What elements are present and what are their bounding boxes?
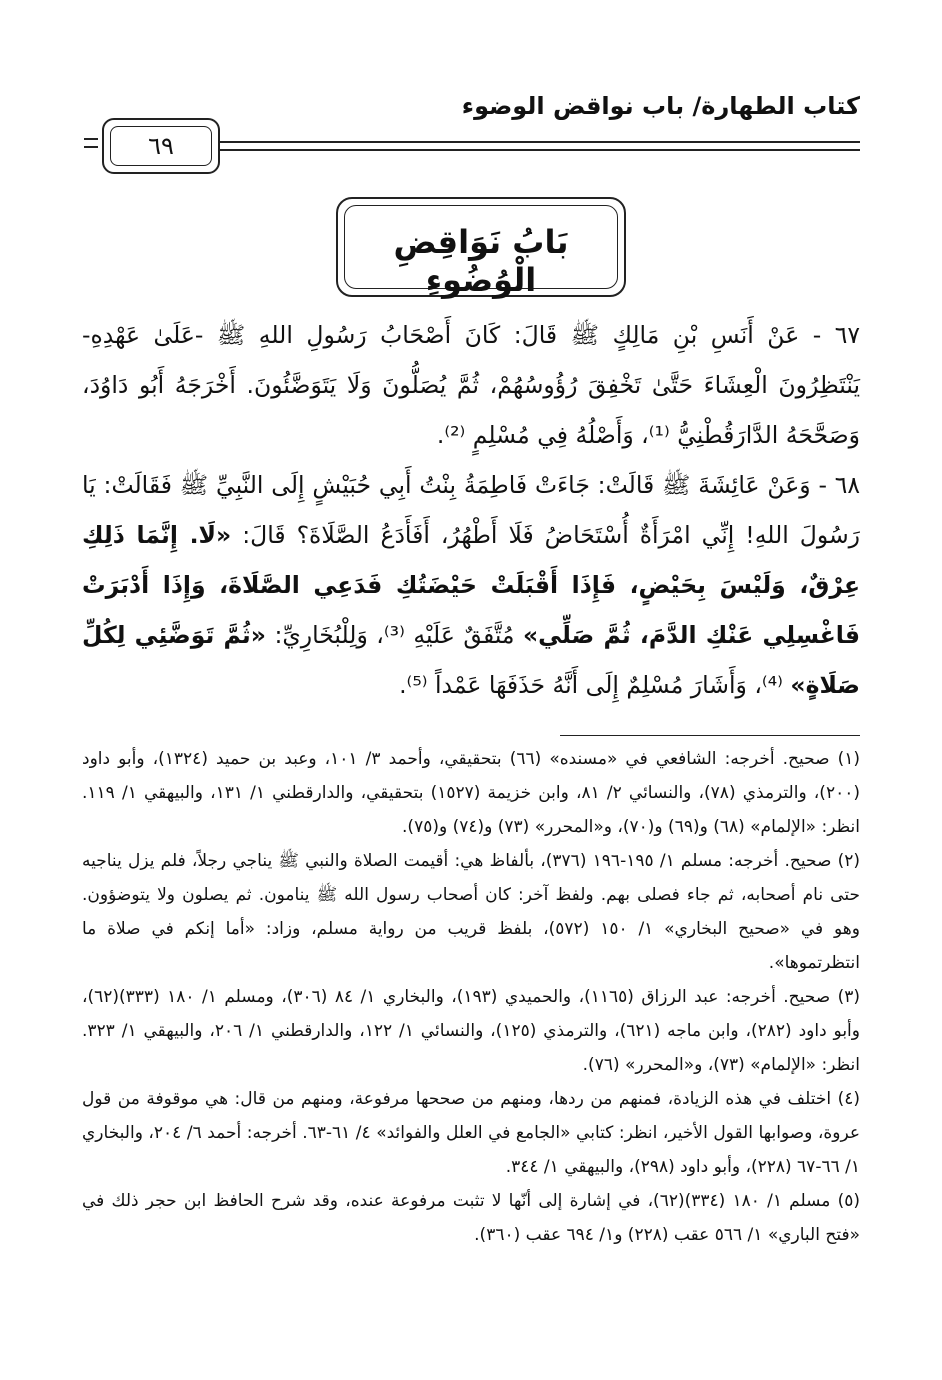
hadith-68-middle: مُتَّفَقٌ عَلَيْهِ ⁽³⁾، وَلِلْبُخَارِيِّ: — [265, 621, 523, 649]
footnote-5: (٥) مسلم ١/ ١٨٠ (٣٣٤)(٦٢)، في إشارة إلى أنّها لا تثبت مرفوعة عنده، وقد شرح الحافظ ابن حجر ذلك في «فتح الباري» ١/ ٥٦٦ عقب (٢٢٨) و١/ ٦٩٤ عقب (٣٦٠). — [82, 1191, 860, 1245]
hadith-body — [82, 310, 860, 710]
chapter-title-frame — [336, 197, 626, 297]
footnote-1: (١) صحيح. أخرجه: الشافعي في «مسنده» (٦٦) بتحقيقي، وأحمد ٣/ ١٠١، وعبد بن حميد (١٣٢٤)، وأبو داود (٢٠٠)، والترمذي (٧٨)، والنسائي ٢/ ٨١، وابن خزيمة (١٥٢٧) بتحقيقي، والدارقطني ١/ ١٣١، والبيهقي ١/ ١١٩. انظر: «الإلمام» (٦٨) و(٦٩) و(٧٠)، و«المحرر» (٧٣) و(٧٤) و(٧٥). — [82, 749, 861, 837]
page-number-frame — [102, 118, 220, 174]
hadith-68-quote-bukhari: «ثُمَّ تَوَضَّئِي لِكُلِّ صَلَاةٍ» — [82, 621, 860, 699]
header-rule-bottom — [185, 149, 860, 151]
hadith-68 — [82, 460, 860, 710]
header-rule-top — [185, 141, 860, 143]
hadith-68-quote: «لَا. إِنَّمَا ذَلِكِ عِرْقٌ، وَلَيْسَ بِحَيْضٍ، فَإِذَا أَقْبَلَتْ حَيْضَتُكِ فَدَعِي الصَّلَاةَ، وَإِذَا أَدْبَرَتْ فَاغْسِلِي عَنْكِ الدَّمَ، ثُمَّ صَلِّي» — [82, 521, 860, 649]
footnote-2: (٢) صحيح. أخرجه: مسلم ١/ ١٩٥-١٩٦ (٣٧٦)، بألفاظ هي: أقيمت الصلاة والنبي ﷺ يناجي رجلاً، فلم يزل يناجيه حتى نام أصحابه، ثم جاء فصلى بهم. ولفظ آخر: كان أصحاب رسول الله ﷺ ينامون. ثم يصلون ولا يتوضؤون. وهو في «صحيح البخاري» ١/ ١٥٠ (٥٧٢)، بلفظ قريب من رواية مسلم، وزاد: «أما إنكم في صلاة ما انتظرتموها». — [82, 851, 861, 973]
page-number: ٦٩ — [148, 132, 174, 160]
hadith-68-end: ⁽⁴⁾، وَأَشَارَ مُسْلِمٌ إِلَى أَنَّهُ حَذَفَهَا عَمْداً ⁽⁵⁾. — [399, 671, 791, 699]
footnote-4: (٤) اختلف في هذه الزيادة، فمنهم من ردها، ومنهم من صححها مرفوعة، ومنهم من قال: هي موقوفة من قول عروة، وصوابها القول الأخير، انظر: كتابي «الجامع في العلل والفوائد» ٤/ ٦١-٦٣. أخرجه: أحمد ٦/ ٢٠٤، والبخاري ١/ ٦٦-٦٧ (٢٢٨)، وأبو داود (٢٩٨)، والبيهقي ١/ ٣٤٤. — [82, 1089, 861, 1177]
page-number-ornament — [84, 138, 98, 148]
hadith-67: ٦٧ - عَنْ أَنَسِ بْنِ مَالِكٍ ﷺ قَالَ: كَانَ أَصْحَابُ رَسُولِ اللهِ ﷺ -عَلَىٰ عَهْدِهِ- يَنْتَظِرُونَ الْعِشَاءَ حَتَّىٰ تَخْفِقَ رُؤُوسُهُمْ، ثُمَّ يُصَلُّونَ وَلَا يَتَوَضَّئُونَ. أَخْرَجَهُ أَبُو دَاوُدَ، وَصَحَّحَهُ الدَّارَقُطْنِيُّ ⁽¹⁾، وَأَصْلُهُ فِي مُسْلِمٍ ⁽²⁾. — [82, 321, 860, 449]
running-head: كتاب الطهارة/ باب نواقض الوضوء — [461, 92, 860, 120]
hadith-68-intro: ٦٨ - وَعَنْ عَائِشَةَ ﷺ قَالَتْ: جَاءَتْ فَاطِمَةُ بِنْتُ أَبِي حُبَيْشٍ إِلَى النَّبِيِّ ﷺ فَقَالَتْ: يَا رَسُولَ اللهِ! إِنِّي امْرَأَةٌ أُسْتَحَاضُ فَلَا أَطْهُرُ، أَفَأَدَعُ الصَّلَاةَ؟ قَالَ: — [82, 471, 860, 549]
footnotes — [82, 742, 860, 1252]
chapter-title: بَابُ نَوَاقِضِ الْوُضُوءِ — [393, 223, 569, 299]
footnote-separator — [560, 735, 860, 736]
footnote-3: (٣) صحيح. أخرجه: عبد الرزاق (١١٦٥)، والحميدي (١٩٣)، والبخاري ١/ ٨٤ (٣٠٦)، ومسلم ١/ ١٨٠ (٣٣٣)(٦٢)، وأبو داود (٢٨٢)، وابن ماجه (٦٢١)، والترمذي (١٢٥)، والنسائي ١/ ١٢٢، والدارقطني ١/ ٢٠٦، والبيهقي ١/ ٣٢٣. انظر: «الإلمام» (٧٣)، و«المحرر» (٧٦). — [82, 987, 861, 1075]
